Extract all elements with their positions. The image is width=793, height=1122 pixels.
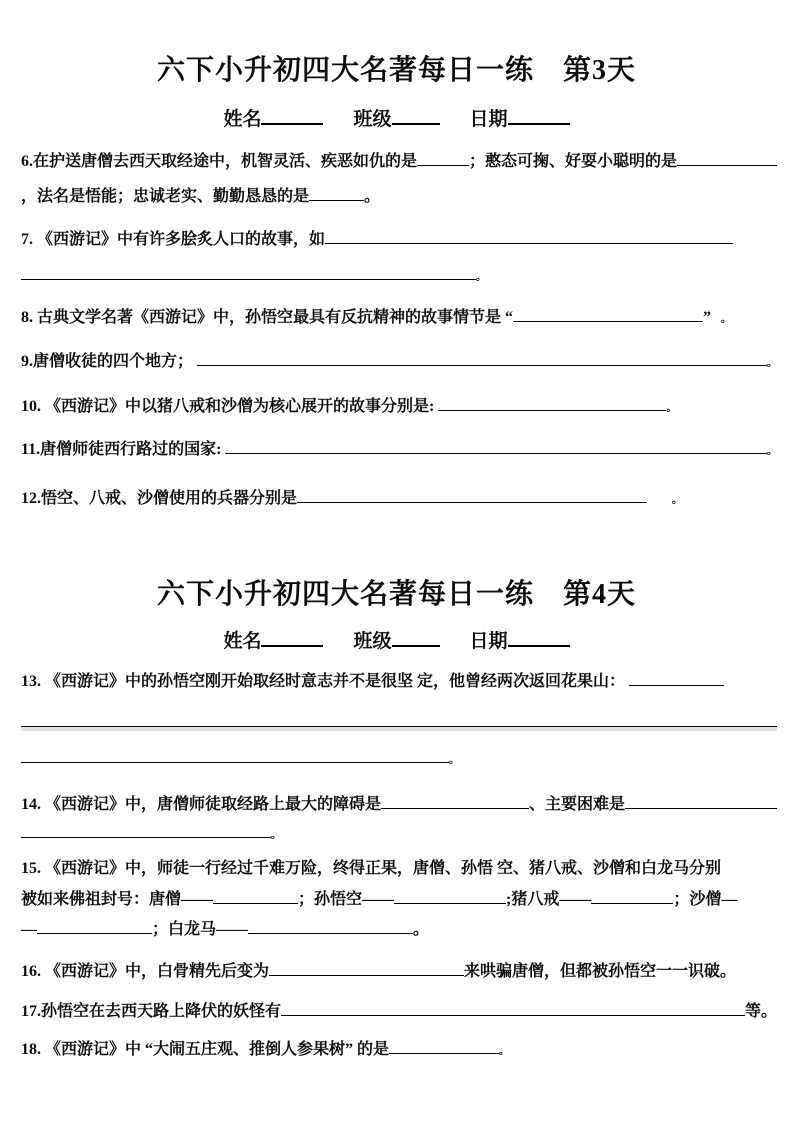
- question-text: ；沙僧—: [673, 891, 738, 908]
- question-text: 、主要困难是: [529, 796, 626, 813]
- answer-blank: [248, 918, 413, 934]
- answer-blank: [417, 150, 469, 166]
- question-15-line-1: [21, 858, 777, 880]
- name-label: 姓名: [223, 109, 262, 130]
- question-text: 。: [413, 921, 430, 938]
- answer-blank: [513, 306, 703, 322]
- question-text: 17.孙悟空在去西天路上降伏的妖怪有: [21, 1003, 282, 1020]
- question-18-line-1: [21, 1038, 777, 1060]
- answer-blank: [381, 793, 529, 809]
- class-label: 班级: [353, 631, 392, 652]
- question-6-line-2: [21, 185, 777, 207]
- question-text: ;猪八戒——: [506, 891, 592, 908]
- question-7-line-1: [21, 228, 777, 250]
- answer-blank: [389, 1038, 499, 1054]
- class-blank: [392, 107, 440, 125]
- question-15-line-3: [21, 918, 777, 940]
- question-14-line-1: [21, 793, 777, 815]
- name-label: 姓名: [223, 631, 262, 652]
- answer-blank: [213, 888, 298, 904]
- class-label: 班级: [353, 109, 392, 130]
- question-17-line-1: [21, 1000, 777, 1022]
- question-text: ；白龙马——: [152, 921, 249, 938]
- date-field: [470, 626, 570, 653]
- question-9-line-1: [21, 350, 777, 372]
- question-text: 18. 《西游记》中 “大闹五庄观、推倒人参果树” 的是: [21, 1041, 390, 1058]
- answer-blank: [438, 395, 666, 411]
- answer-blank: [37, 918, 152, 934]
- answer-blank: [225, 438, 767, 454]
- student-info-row: [0, 626, 793, 652]
- question-14-line-2: [21, 822, 777, 844]
- question-text: ，法名是悟能；忠诚老实、勤勤恳恳的是: [21, 188, 310, 205]
- question-text: —: [21, 921, 37, 938]
- question-12-line-1: [21, 487, 777, 509]
- date-label: 日期: [469, 631, 508, 652]
- question-text: 被如来佛祖封号：唐僧——: [21, 891, 214, 908]
- question-16-line-1: [21, 960, 777, 982]
- class-blank: [392, 629, 440, 647]
- period-mark: 。: [666, 403, 677, 414]
- answer-blank: [197, 350, 767, 366]
- period-mark: 。: [767, 358, 777, 369]
- answer-blank: [677, 150, 777, 166]
- answer-blank: [21, 747, 449, 763]
- question-text: 15. 《西游记》中，师徒一行经过千难万险，终得正果，唐僧、孙悟 空、猪八戒、沙僧和白龙马分别: [21, 860, 722, 877]
- answer-blank: [21, 264, 476, 280]
- answer-blank: [21, 711, 777, 727]
- answer-blank: [591, 888, 673, 904]
- name-blank: [261, 629, 323, 647]
- question-10-line-1: [21, 395, 777, 417]
- question-text: 14. 《西游记》中，唐僧师徒取经路上最大的障碍是: [21, 796, 382, 813]
- question-text: 来哄骗唐僧，但都被孙悟空一一识破。: [464, 963, 737, 980]
- question-text: 11.唐僧师徒西行路过的国家:: [21, 441, 226, 458]
- question-7-line-2: [21, 264, 777, 286]
- period-mark: 。: [271, 830, 281, 841]
- date-blank: [508, 107, 570, 125]
- class-field: [353, 104, 439, 131]
- question-text: 7. 《西游记》中有许多脍炙人口的故事，如: [21, 231, 326, 248]
- question-text: 13. 《西游记》中的孙悟空刚开始取经时意志并不是很坚 定，他曾经两次返回花果山：: [21, 673, 630, 690]
- question-11-line-1: [21, 438, 777, 460]
- name-field: [223, 626, 323, 653]
- answer-blank: [629, 670, 724, 686]
- period-mark: 。: [476, 272, 486, 283]
- question-8-line-1: [21, 306, 777, 328]
- answer-blank: [325, 228, 733, 244]
- question-text: 6.在护送唐僧去西天取经途中，机智灵活、疾恶如仇的是: [21, 153, 418, 170]
- answer-blank: [281, 1000, 745, 1016]
- answer-blank: [269, 960, 464, 976]
- name-field: [223, 104, 323, 131]
- question-13-line-1: [21, 670, 777, 692]
- question-13-line-2: [21, 711, 777, 733]
- question-13-line-3: [21, 747, 777, 769]
- question-6-line-1: [21, 150, 777, 172]
- answer-blank: [21, 822, 271, 838]
- period-mark: 。: [449, 755, 459, 766]
- section-title-day-3: 六下小升初四大名著每日一练 第3天: [156, 55, 636, 86]
- question-text: 12.悟空、八戒、沙僧使用的兵器分别是: [21, 490, 298, 507]
- period-mark: 。: [672, 495, 683, 506]
- question-15-line-2: [21, 888, 777, 910]
- date-label: 日期: [469, 109, 508, 130]
- question-text: ；孙悟空——: [298, 891, 395, 908]
- section-title-day-4: 六下小升初四大名著每日一练 第4天: [156, 579, 636, 610]
- date-blank: [508, 629, 570, 647]
- student-info-row: [0, 104, 793, 130]
- question-text: 9.唐僧收徒的四个地方；: [21, 353, 198, 370]
- question-text: 。: [364, 188, 381, 205]
- answer-blank: [297, 487, 647, 503]
- period-mark: 。: [767, 446, 777, 457]
- question-text: 16. 《西游记》中，白骨精先后变为: [21, 963, 270, 980]
- question-text: ；憨态可掬、好耍小聪明的是: [469, 153, 678, 170]
- class-field: [353, 626, 439, 653]
- answer-blank: [394, 888, 506, 904]
- period-mark: 。: [721, 314, 732, 325]
- period-mark: 。: [499, 1046, 510, 1057]
- question-text: ”: [703, 309, 712, 326]
- answer-blank: [309, 185, 364, 201]
- name-blank: [261, 107, 323, 125]
- answer-blank: [625, 793, 777, 809]
- question-text: 10. 《西游记》中以猪八戒和沙僧为核心展开的故事分别是:: [21, 398, 439, 415]
- question-text: 8. 古典文学名著《西游记》中，孙悟空最具有反抗精神的故事情节是 “: [21, 309, 514, 326]
- question-text: 等。: [744, 1003, 777, 1020]
- date-field: [470, 104, 570, 131]
